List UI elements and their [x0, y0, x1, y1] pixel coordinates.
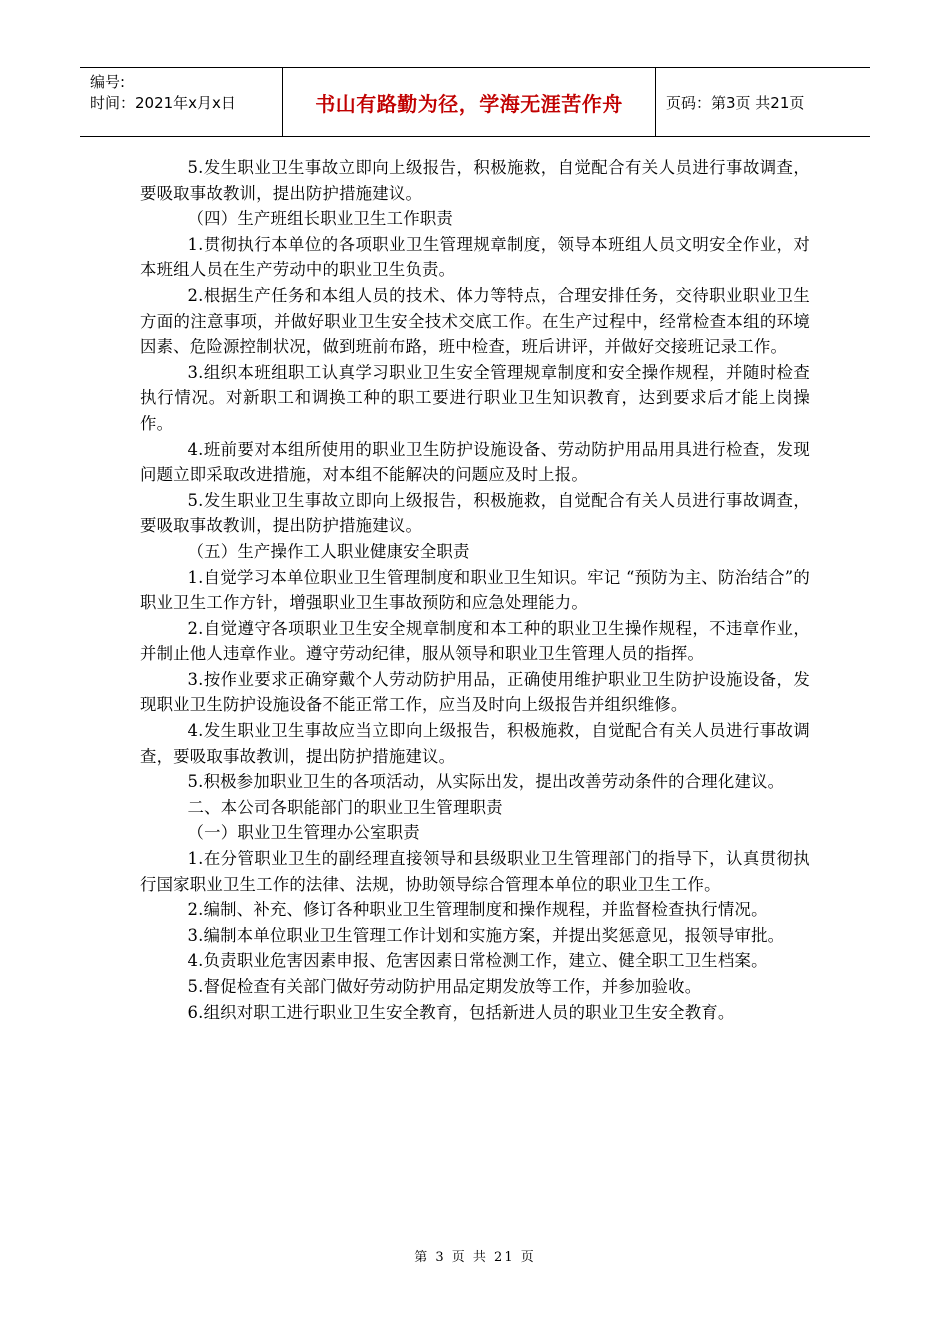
paragraph: 2.根据生产任务和本组人员的技术、体力等特点，合理安排任务，交待职业职业卫生方面的注意事项，并做好职业卫生安全技术交底工作。在生产过程中，经常检查本组的环境因素、危险源控制状况，做到班前布路，班中检查，班后讲评，并做好交接班记录工作。 — [140, 285, 810, 357]
section-heading: （四）生产班组长职业卫生工作职责 — [187, 209, 453, 229]
paragraph: 5.发生职业卫生事故立即向上级报告，积极施救，自觉配合有关人员进行事故调查，要吸取事故教训，提出防护措施建议。 — [140, 490, 810, 536]
paragraph: 1.在分管职业卫生的副经理直接领导和县级职业卫生管理部门的指导下，认真贯彻执行国家职业卫生工作的法律、法规，协助领导综合管理本单位的职业卫生工作。 — [140, 849, 810, 894]
paragraph: 1.自觉学习本单位职业卫生管理制度和职业卫生知识。牢记 “预防为主、防治结合”的职业卫生工作方针，增强职业卫生事故预防和应急处理能力。 — [140, 567, 810, 613]
document-date-label: 时间：2021年x月x日 — [90, 94, 236, 112]
paragraph: 6.组织对职工进行职业卫生安全教育，包括新进人员的职业卫生安全教育。 — [187, 1002, 735, 1022]
paragraph: 1.贯彻执行本单位的各项职业卫生管理规章制度，领导本班组人员文明安全作业，对本班组人员在生产劳动中的职业卫生负责。 — [140, 234, 810, 280]
header-motto: 书山有路勤为径，学海无涯苦作舟 — [283, 68, 656, 136]
paragraph: 5.发生职业卫生事故立即向上级报告，积极施救，自觉配合有关人员进行事故调查，要吸取事故教训，提出防护措施建议。 — [140, 158, 810, 203]
paragraph: 2.自觉遵守各项职业卫生安全规章制度和本工种的职业卫生操作规程，不违章作业，并制止他人违章作业。遵守劳动纪律，服从领导和职业卫生管理人员的指挥。 — [140, 618, 810, 664]
page-footer: 第 3 页 共 21 页 — [414, 1250, 536, 1265]
section-heading: 二、本公司各职能部门的职业卫生管理职责 — [187, 797, 503, 817]
section-heading: （一）职业卫生管理办公室职责 — [187, 823, 420, 843]
header-meta — [80, 68, 283, 136]
header-page-label: 页码：第3页 共21页 — [666, 93, 805, 112]
paragraph: 3.组织本班组职工认真学习职业卫生安全管理规章制度和安全操作规程，并随时检查执行情况。对新职工和调换工种的职工要进行职业卫生知识教育，达到要求后才能上岗操作。 — [140, 362, 810, 433]
paragraph: 2.编制、补充、修订各种职业卫生管理制度和操作规程，并监督检查执行情况。 — [187, 900, 768, 920]
paragraph: 3.编制本单位职业卫生管理工作计划和实施方案，并提出奖惩意见，报领导审批。 — [187, 925, 785, 945]
paragraph: 4.班前要对本组所使用的职业卫生防护设施设备、劳动防护用品用具进行检查，发现问题立即采取改进措施，对本组不能解决的问题应及时上报。 — [140, 439, 810, 485]
paragraph: 5.督促检查有关部门做好劳动防护用品定期发放等工作，并参加验收。 — [187, 977, 702, 996]
page-header — [80, 67, 870, 137]
paragraph: 5.积极参加职业卫生的各项活动，从实际出发，提出改善劳动条件的合理化建议。 — [187, 772, 785, 792]
paragraph: 3.按作业要求正确穿戴个人劳动防护用品，正确使用维护职业卫生防护设施设备，发现职业卫生防护设施设备不能正常工作，应当及时向上级报告并组织维修。 — [140, 669, 810, 715]
paragraph: 4.负责职业危害因素申报、危害因素日常检测工作，建立、健全职工卫生档案。 — [187, 951, 768, 971]
document-body — [140, 155, 810, 1025]
section-heading: （五）生产操作工人职业健康安全职责 — [187, 541, 470, 561]
paragraph: 4.发生职业卫生事故应当立即向上级报告，积极施救，自觉配合有关人员进行事故调查，要吸取事故教训，提出防护措施建议。 — [140, 721, 810, 766]
document-number-label: 编号: — [90, 73, 126, 91]
